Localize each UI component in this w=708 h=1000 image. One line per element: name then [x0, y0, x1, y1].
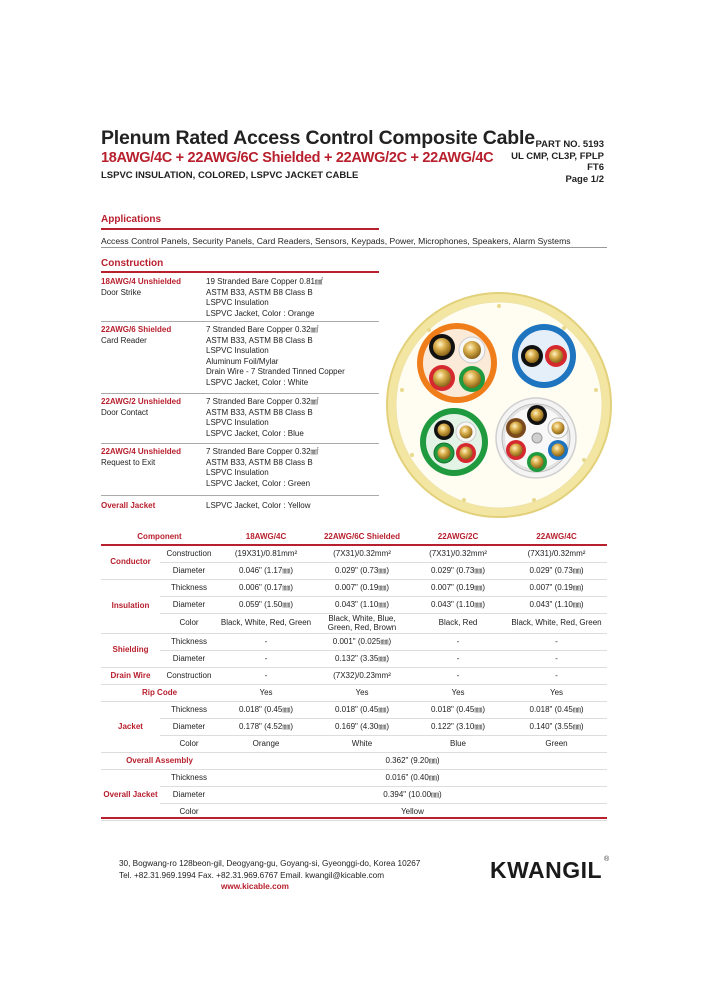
detail-line: LSPVC Jacket, Color : Blue	[206, 428, 304, 438]
construction-divider	[101, 393, 379, 394]
row-label: Thickness	[160, 702, 218, 719]
cell: -	[410, 668, 506, 685]
cell: 0.178" (4.52㎜)	[218, 719, 314, 736]
cell: 0.018" (0.45㎜)	[506, 702, 607, 719]
construction-heading: Construction	[101, 258, 164, 269]
cell: 0.132" (3.35㎜)	[314, 651, 410, 668]
header-col: 18AWG/4C	[218, 531, 314, 545]
jacket-inner-shape	[396, 302, 602, 508]
cell: (7X31)/0.32mm²	[506, 545, 607, 563]
cell: 0.394" (10.00㎜)	[218, 787, 607, 804]
construction-divider	[101, 321, 379, 322]
detail-line: LSPVC Jacket, Color : White	[206, 377, 309, 387]
cell: 0.169" (4.30㎜)	[314, 719, 410, 736]
row-label: Color	[160, 804, 218, 821]
table-row	[101, 736, 607, 753]
table-row	[101, 580, 607, 597]
row-label: Diameter	[160, 597, 218, 614]
table-row	[101, 668, 607, 685]
header-col: 22AWG/4C	[506, 531, 607, 545]
cell: Yellow	[218, 804, 607, 821]
page-title: Plenum Rated Access Control Composite Cable	[101, 127, 535, 149]
row-label: Thickness	[160, 770, 218, 787]
cable-composition: 18AWG/4C + 22AWG/6C Shielded + 22AWG/2C + 22AWG/4C	[101, 150, 494, 166]
detail-line: LSPVC Insulation	[206, 418, 269, 428]
construction-divider	[101, 495, 379, 496]
detail-line: Drain Wire - 7 Stranded Tinned Copper	[206, 367, 345, 377]
group-subtitle: Card Reader	[101, 335, 147, 345]
cell: -	[218, 634, 314, 651]
cell: 0.001" (0.025㎜)	[314, 634, 410, 651]
group-label: Overall Assembly	[101, 753, 218, 770]
company-contact: Tel. +82.31.969.1994 Fax. +82.31.969.6767 Email. kwangil@kicable.com	[119, 870, 385, 880]
row-label: Color	[160, 614, 218, 634]
group-title: 18AWG/4 Unshielded	[101, 277, 182, 286]
cell: (7X32)/0.23mm²	[314, 668, 410, 685]
cell: White	[314, 736, 410, 753]
cell: -	[506, 634, 607, 651]
group-label: Conductor	[101, 545, 160, 580]
row-label: Diameter	[160, 787, 218, 804]
group-subtitle: Door Strike	[101, 287, 142, 297]
table-row	[101, 787, 607, 804]
header-col: 22AWG/6C Shielded	[314, 531, 410, 545]
cell: 0.016" (0.40㎜)	[218, 770, 607, 787]
detail-line: ASTM B33, ASTM B8 Class B	[206, 335, 313, 345]
cell: Yes	[410, 685, 506, 702]
detail-line: ASTM B33, ASTM B8 Class B	[206, 407, 313, 417]
cell: 0.006" (0.17㎜)	[218, 580, 314, 597]
table-header-row	[101, 531, 607, 545]
detail-line: LSPVC Jacket, Color : Orange	[206, 308, 315, 318]
table-row	[101, 753, 607, 770]
page-number: Page 1/2	[565, 173, 604, 185]
group-title: 22AWG/4 Unshielded	[101, 447, 182, 456]
group-label: Shielding	[101, 634, 160, 668]
detail-line: LSPVC Insulation	[206, 298, 269, 308]
cell: Yes	[506, 685, 607, 702]
blue-subcable-shape	[512, 324, 576, 388]
cell: Black, White, Red, Green	[218, 614, 314, 634]
group-label: Insulation	[101, 580, 160, 634]
cell: -	[410, 651, 506, 668]
registered-mark: ®	[604, 856, 610, 863]
cell: (19X31)/0.81mm²	[218, 545, 314, 563]
table-row	[101, 685, 607, 702]
applications-heading: Applications	[101, 214, 162, 225]
cable-cross-section-image	[384, 290, 614, 520]
cell: 0.122" (3.10㎜)	[410, 719, 506, 736]
applications-divider	[101, 247, 607, 248]
detail-line: 19 Stranded Bare Copper 0.81㎟	[206, 277, 323, 286]
cell: (7X31)/0.32mm²	[314, 545, 410, 563]
header-col: 22AWG/2C	[410, 531, 506, 545]
cell: (7X31)/0.32mm²	[410, 545, 506, 563]
table-row	[101, 770, 607, 787]
cell: 0.029" (0.73㎜)	[314, 563, 410, 580]
table-bottom-rule	[101, 817, 607, 819]
construction-divider	[101, 443, 379, 444]
detail-line: 7 Stranded Bare Copper 0.32㎟	[206, 397, 319, 406]
table-row	[101, 545, 607, 563]
header-component: Component	[101, 531, 218, 545]
kwangil-logo: KWANGIL	[490, 857, 603, 883]
cell: 0.059" (1.50㎜)	[218, 597, 314, 614]
group-subtitle: Door Contact	[101, 407, 149, 417]
cell: 0.046" (1.17㎜)	[218, 563, 314, 580]
group-title: 22AWG/6 Shielded	[101, 325, 172, 334]
detail-line: ASTM B33, ASTM B8 Class B	[206, 287, 313, 297]
cell: 0.007" (0.19㎜)	[506, 580, 607, 597]
ft-rating: FT6	[587, 162, 604, 173]
cell: 0.043" (1.10㎜)	[314, 597, 410, 614]
cell: 0.007" (0.19㎜)	[410, 580, 506, 597]
detail-line: LSPVC Insulation	[206, 468, 269, 478]
applications-rule	[101, 228, 379, 230]
company-address: 30, Bogwang-ro 128beon-gil, Deogyang-gu, Goyang-si, Gyeonggi-do, Korea 10267	[119, 859, 421, 868]
applications-text: Access Control Panels, Security Panels, Card Readers, Sensors, Keypads, Power, Microphones, Speakers, Alarm Systems	[101, 236, 571, 246]
cable-description: LSPVC INSULATION, COLORED, LSPVC JACKET CABLE	[101, 170, 359, 181]
cell: -	[218, 651, 314, 668]
cell: 0.007" (0.19㎜)	[314, 580, 410, 597]
cell: Orange	[218, 736, 314, 753]
table-row	[101, 719, 607, 736]
table-row	[101, 597, 607, 614]
cell: -	[506, 668, 607, 685]
cell: 0.018" (0.45㎜)	[314, 702, 410, 719]
cell: Yes	[314, 685, 410, 702]
table-row	[101, 634, 607, 651]
specification-table	[101, 531, 607, 821]
rating: UL CMP, CL3P, FPLP	[511, 150, 604, 162]
group-label: Jacket	[101, 702, 160, 753]
cell: 0.018" (0.45㎜)	[218, 702, 314, 719]
cell: -	[410, 634, 506, 651]
detail-line: ASTM B33, ASTM B8 Class B	[206, 457, 313, 467]
cell: 0.018" (0.45㎜)	[410, 702, 506, 719]
table-row	[101, 651, 607, 668]
cell: -	[506, 651, 607, 668]
group-label: Rip Code	[101, 685, 218, 702]
detail-line: LSPVC Jacket, Color : Yellow	[206, 501, 311, 510]
white-shielded-subcable-shape	[496, 398, 576, 478]
group-label: Drain Wire	[101, 668, 160, 685]
cell: 0.140" (3.55㎜)	[506, 719, 607, 736]
green-subcable-shape	[420, 408, 488, 476]
part-info	[511, 139, 604, 185]
cell: Black, White, Red, Green	[506, 614, 607, 634]
row-label: Diameter	[160, 563, 218, 580]
cell: Black, White, Blue, Green, Red, Brown	[314, 614, 410, 634]
row-label: Construction	[160, 668, 218, 685]
cell: 0.362" (9.20㎜)	[218, 753, 607, 770]
cell: 0.029" (0.73㎜)	[506, 563, 607, 580]
group-label: Overall Jacket	[101, 770, 160, 821]
row-label: Diameter	[160, 719, 218, 736]
group-title: Overall Jacket	[101, 501, 156, 510]
cell: 0.029" (0.73㎜)	[410, 563, 506, 580]
cell: 0.043" (1.10㎜)	[410, 597, 506, 614]
row-label: Construction	[160, 545, 218, 563]
part-number: PART NO. 5193	[535, 139, 604, 150]
table-row	[101, 614, 607, 634]
construction-rule	[101, 271, 379, 273]
cell: Black, Red	[410, 614, 506, 634]
row-label: Color	[160, 736, 218, 753]
cell: Green	[506, 736, 607, 753]
row-label: Diameter	[160, 651, 218, 668]
table-row	[101, 563, 607, 580]
group-title: 22AWG/2 Unshielded	[101, 397, 182, 406]
row-label: Thickness	[160, 634, 218, 651]
detail-line: LSPVC Insulation	[206, 346, 269, 356]
footer-contact	[119, 858, 420, 893]
detail-line: 7 Stranded Bare Copper 0.32㎟	[206, 325, 319, 334]
cell: Blue	[410, 736, 506, 753]
group-subtitle: Request to Exit	[101, 457, 156, 467]
detail-line: Aluminum Foil/Mylar	[206, 356, 279, 366]
cell: Yes	[218, 685, 314, 702]
row-label: Thickness	[160, 580, 218, 597]
detail-line: LSPVC Jacket, Color : Green	[206, 478, 311, 488]
detail-line: 7 Stranded Bare Copper 0.32㎟	[206, 447, 319, 456]
table-row	[101, 702, 607, 719]
company-website-link[interactable]: www.kicable.com	[221, 882, 289, 891]
cell: -	[218, 668, 314, 685]
cell: 0.043" (1.10㎜)	[506, 597, 607, 614]
orange-subcable-shape	[417, 323, 497, 403]
